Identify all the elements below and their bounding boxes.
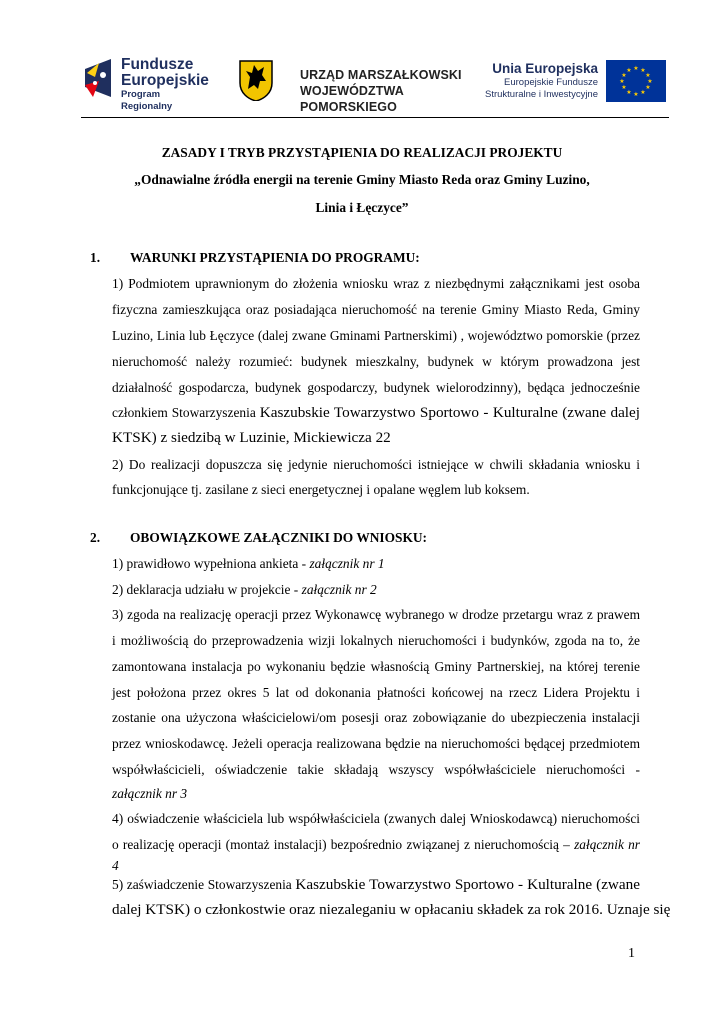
section-2-title: OBOWIĄZKOWE ZAŁĄCZNIKI DO WNIOSKU: [130, 530, 427, 545]
section-1-number: 1. [90, 250, 101, 265]
urzad-marszalkowski-logo [238, 59, 478, 114]
um-logo-line1: URZĄD MARSZAŁKOWSKI [300, 68, 462, 82]
paragraph-fragment: 5) zaświadczenie Stowarzyszenia [112, 877, 292, 892]
svg-text:★: ★ [645, 72, 651, 79]
svg-text:★: ★ [626, 67, 632, 74]
attachment-ref: załącznik nr [574, 837, 640, 852]
paragraph-fragment: Kaszubskie Towarzystwo Sportowo - Kulturalne (zwane dalej [259, 404, 640, 421]
page-header [0, 0, 724, 120]
paragraph-fragment: Kaszubskie Towarzystwo Sportowo - Kulturalne (zwane [295, 876, 640, 893]
um-logo-line2: WOJEWÓDZTWA POMORSKIEGO [300, 84, 404, 114]
svg-text:★: ★ [621, 72, 627, 79]
attachment-ref-continued: 4 [112, 858, 119, 873]
attachment-ref: załącznik nr 3 [112, 786, 188, 801]
section-2-number: 2. [90, 530, 101, 545]
list-item-text: 1) prawidłowo wypełniona ankieta - [112, 556, 310, 571]
section-2-heading [90, 530, 427, 546]
fe-star-mark-icon [81, 55, 117, 101]
ue-logo-line1: Unia Europejska [492, 61, 598, 76]
section-1-heading [90, 250, 420, 266]
section-1-title: WARUNKI PRZYSTĄPIENIA DO PROGRAMU: [130, 250, 420, 265]
paragraph-line: nieruchomość należy rozumieć: budynek mieszkalny, budynek w którym prowadzona jest [112, 354, 640, 369]
svg-text:★: ★ [633, 65, 639, 72]
list-item [112, 581, 640, 599]
ue-logo-line2: Europejskie Fundusze [504, 77, 598, 88]
svg-text:★: ★ [633, 91, 639, 98]
attachment-ref: załącznik nr 1 [309, 556, 385, 571]
paragraph-line: 1) Podmiotem uprawnionym do złożenia wniosku wraz z niezbędnymi załącznikami jest osoba [112, 276, 640, 291]
paragraph-line: jest położona przez okres 5 lat od dokonania płatności końcowej na rzecz Lidera Projektu i [112, 685, 640, 700]
paragraph-line: zamontowana instalacja po wykonaniu będzie własnością Gminy Partnerskiej, na której terenie [112, 659, 640, 674]
paragraph-line: przez wnioskodawcę. Jeżeli operacja realizowana będzie na nieruchomości będącej przedmiotem [112, 736, 640, 751]
paragraph-line: Luzino, Linia lub Łęczyce (dalej zwane Gminami Partnerskimi) , województwo pomorskie (przez [112, 328, 640, 343]
paragraph-line: funkcjonujące tj. zasilane z sieci energetycznej i opalane węglem lub koksem. [112, 482, 530, 497]
griffin-crest-icon [238, 59, 274, 101]
unia-europejska-logo [486, 60, 666, 105]
document-title: ZASADY I TRYB PRZYSTĄPIENIA DO REALIZACJI PROJEKTU [161, 145, 563, 160]
list-item [112, 555, 640, 573]
page-number: 1 [628, 946, 635, 961]
paragraph-line: 3) zgoda na realizację operacji przez Wykonawcę wybranego w drodze przetargu wraz z prawem [112, 607, 640, 622]
svg-text:★: ★ [626, 89, 632, 96]
list-item-text: 2) deklaracja udziału w projekcie - [112, 582, 302, 597]
svg-text:★: ★ [619, 78, 625, 85]
paragraph-line [112, 836, 640, 854]
svg-text:★: ★ [640, 67, 646, 74]
paragraph-line: KTSK) z siedzibą w Luzinie, Mickiewicza 22 [112, 429, 391, 446]
ue-logo-line3: Strukturalne i Inwestycyjne [485, 89, 598, 100]
paragraph-line: i możliwością do przeprowadzenia wizji lokalnych nieruchomości i budynków, zgoda na to, że [112, 633, 640, 648]
paragraph-line: zostanie ona użyczona właścicielowi/om posesji oraz zobowiązanie do ubezpieczenia instalacji [112, 710, 640, 725]
project-name-line2: Linia i Łęczyce” [315, 200, 409, 215]
fundusze-europejskie-logo [81, 55, 211, 112]
paragraph-line: działalność gospodarcza, budynek gospodarczy, budynek wielorodzinny), będąca jednocześnie [112, 380, 640, 395]
svg-text:★: ★ [640, 89, 646, 96]
fe-logo-line1: Fundusze [121, 56, 194, 73]
header-divider [81, 117, 669, 118]
fe-logo-line3: Program Regionalny [121, 89, 173, 112]
paragraph-fragment: o realizację operacji (montaż instalacji) bezpośrednio związanej z nieruchomością – [112, 837, 570, 852]
attachment-ref: załącznik nr 2 [301, 582, 377, 597]
paragraph-line: dalej KTSK) o członkostwie oraz niezaleganiu w opłacaniu składek za rok 2016. Uznaje się [112, 901, 671, 918]
paragraph-line: fizyczna zamieszkująca oraz posiadająca nieruchomość na terenie Gminy Miasto Reda, Gminy [112, 302, 640, 317]
paragraph-fragment: członkiem Stowarzyszenia [112, 405, 256, 420]
project-name-line1: „Odnawialne źródła energii na terenie Gminy Miasto Reda oraz Gminy Luzino, [134, 172, 590, 187]
fe-logo-line2: Europejskie [121, 72, 209, 89]
paragraph-line: 2) Do realizacji dopuszcza się jedynie nieruchomości istniejące w chwili składania wniosku i [112, 457, 640, 472]
svg-text:★: ★ [647, 78, 653, 85]
paragraph-line: 4) oświadczenie właściciela lub współwłaściciela (zwanych dalej Wnioskodawcą) nieruchomości [112, 811, 640, 826]
paragraph-line [112, 876, 640, 894]
eu-flag-icon [606, 60, 666, 102]
paragraph-line: współwłaścicieli, oświadczenie takie składają wszyscy współwłaściciele nieruchomości - [112, 762, 640, 777]
svg-text:★: ★ [645, 84, 651, 91]
paragraph-line [112, 404, 640, 422]
svg-text:★: ★ [621, 84, 627, 91]
